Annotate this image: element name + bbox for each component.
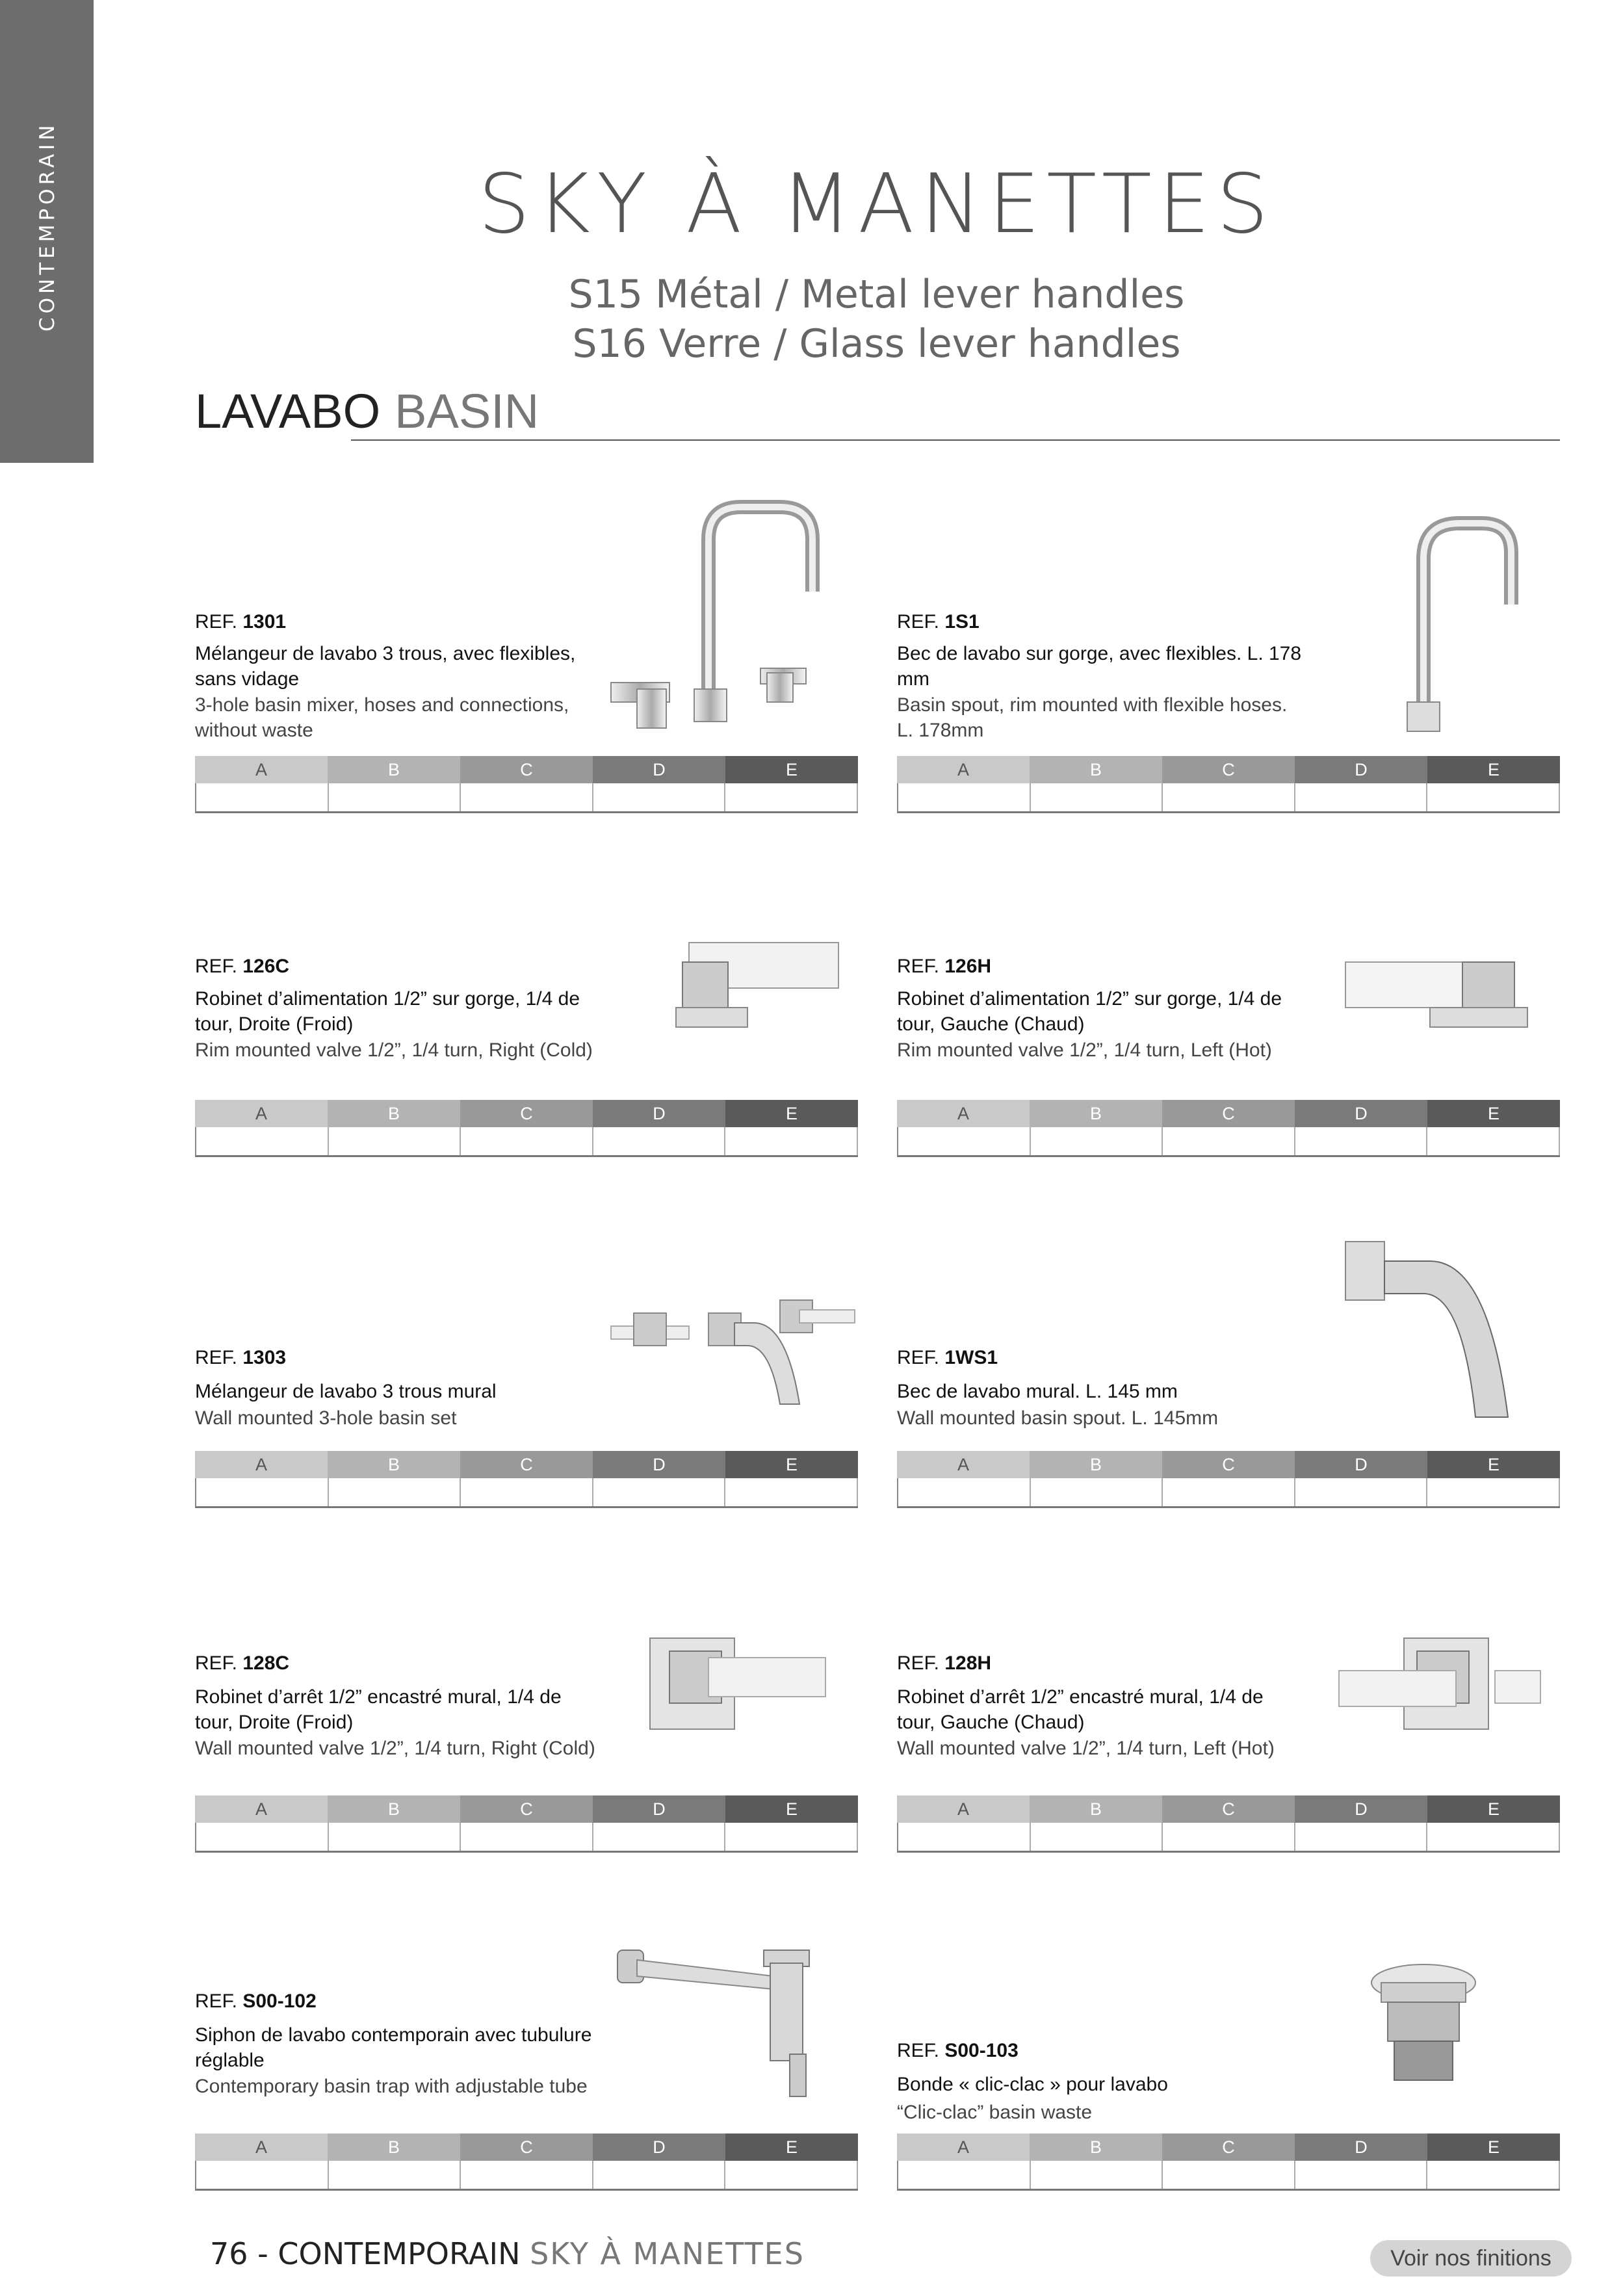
product-desc-fr: Mélangeur de lavabo 3 trous mural	[195, 1381, 497, 1402]
product-ref: REF. S00-103	[897, 2040, 1019, 2061]
finish-cell-a	[196, 2161, 329, 2189]
finish-col-c: C	[460, 1795, 593, 1823]
section-title-en: BASIN	[395, 384, 539, 438]
finish-col-b: B	[328, 1795, 460, 1823]
finish-table	[195, 1451, 858, 1508]
finish-col-b: B	[328, 2133, 460, 2161]
page-number: 76	[210, 2236, 248, 2271]
finish-cell-e	[1427, 783, 1560, 811]
finish-cell-c	[461, 2161, 593, 2189]
rim-valve-left-icon	[1339, 936, 1547, 1060]
finish-cell-a	[196, 1127, 329, 1155]
finish-cell-c	[461, 1127, 593, 1155]
product-card-126h	[897, 910, 1560, 1170]
finish-cell-a	[898, 783, 1031, 811]
finish-col-a: A	[897, 1795, 1030, 1823]
product-desc-en: Wall mounted 3-hole basin set	[195, 1407, 457, 1429]
finish-cell-c	[461, 1478, 593, 1506]
product-desc-en: “Clic-clac” basin waste	[897, 2102, 1093, 2123]
finish-cell-d	[593, 783, 726, 811]
finish-col-e: E	[1427, 1795, 1560, 1823]
finish-cell-d	[1295, 1478, 1428, 1506]
finish-col-b: B	[1030, 1451, 1162, 1478]
product-desc-en: 3-hole basin mixer, hoses and connections, without waste	[195, 694, 569, 741]
finish-cell-a	[196, 1823, 329, 1851]
section-title	[195, 384, 539, 439]
finish-cell-c	[1163, 783, 1295, 811]
product-desc-fr: Robinet d’arrêt 1/2” encastré mural, 1/4 de tour, Droite (Froid)	[195, 1686, 562, 1733]
finish-col-d: D	[593, 1100, 725, 1127]
finish-col-e: E	[725, 756, 858, 783]
product-ref: REF. 1WS1	[897, 1347, 998, 1368]
finish-cell-e	[725, 783, 858, 811]
finish-cell-d	[1295, 783, 1428, 811]
finish-cell-c	[1163, 1478, 1295, 1506]
finish-table	[897, 756, 1560, 813]
finish-cell-b	[329, 1127, 461, 1155]
finish-cell-a	[898, 2161, 1031, 2189]
finish-col-d: D	[1295, 2133, 1427, 2161]
finish-cell-b	[329, 2161, 461, 2189]
finish-cell-b	[1031, 1478, 1163, 1506]
finish-cell-b	[329, 1823, 461, 1851]
finish-col-c: C	[1162, 1451, 1295, 1478]
finish-table	[897, 1100, 1560, 1157]
product-desc-en: Rim mounted valve 1/2”, 1/4 turn, Right (Cold)	[195, 1039, 593, 1061]
finish-col-a: A	[195, 1100, 328, 1127]
wall-valve-right-icon	[643, 1625, 851, 1755]
basin-spout-icon	[1352, 507, 1547, 741]
finish-cell-d	[593, 2161, 726, 2189]
product-desc-fr: Bec de lavabo mural. L. 145 mm	[897, 1381, 1178, 1402]
finish-cell-e	[1427, 1823, 1560, 1851]
finish-cell-e	[725, 1823, 858, 1851]
view-finishes-button[interactable]: Voir nos finitions	[1370, 2240, 1572, 2276]
finish-col-b: B	[328, 1100, 460, 1127]
finish-col-e: E	[725, 1451, 858, 1478]
footer-separator: -	[257, 2236, 268, 2271]
finish-table	[195, 2133, 858, 2191]
finish-col-c: C	[460, 1451, 593, 1478]
product-desc-en: Contemporary basin trap with adjustable tube	[195, 2076, 588, 2097]
finish-col-e: E	[1427, 2133, 1560, 2161]
product-card-1ws1	[897, 1222, 1560, 1521]
finish-cell-e	[1427, 1127, 1560, 1155]
finish-col-c: C	[1162, 2133, 1295, 2161]
finish-col-c: C	[1162, 1100, 1295, 1127]
product-card-1303	[195, 1261, 858, 1521]
product-desc-fr: Robinet d’arrêt 1/2” encastré mural, 1/4 de tour, Gauche (Chaud)	[897, 1686, 1264, 1733]
finish-cell-a	[898, 1823, 1031, 1851]
product-desc-fr: Robinet d’alimentation 1/2” sur gorge, 1/4 de tour, Droite (Froid)	[195, 988, 580, 1035]
finish-cell-e	[725, 1127, 858, 1155]
product-card-128h	[897, 1612, 1560, 1872]
finish-cell-b	[329, 1478, 461, 1506]
product-desc-en: Wall mounted valve 1/2”, 1/4 turn, Right (Cold)	[195, 1738, 595, 1759]
rim-valve-right-icon	[650, 930, 845, 1060]
product-desc-fr: Bonde « clic-clac » pour lavabo	[897, 2074, 1168, 2095]
product-desc-en: Basin spout, rim mounted with flexible hoses. L. 178mm	[897, 694, 1288, 741]
product-desc-en: Wall mounted valve 1/2”, 1/4 turn, Left (Hot)	[897, 1738, 1275, 1759]
finish-cell-d	[1295, 2161, 1428, 2189]
finish-col-e: E	[1427, 756, 1560, 783]
finish-col-b: B	[328, 1451, 460, 1478]
basin-trap-icon	[604, 1931, 851, 2100]
wall-basin-set-icon	[604, 1274, 858, 1430]
finish-col-b: B	[1030, 756, 1162, 783]
finish-col-d: D	[1295, 756, 1427, 783]
finish-col-a: A	[195, 1795, 328, 1823]
finish-col-a: A	[897, 1451, 1030, 1478]
finish-col-a: A	[195, 2133, 328, 2161]
product-card-126c	[195, 910, 858, 1170]
product-card-128c	[195, 1612, 858, 1872]
finish-col-d: D	[1295, 1100, 1427, 1127]
finish-col-a: A	[897, 2133, 1030, 2161]
wall-spout-icon	[1339, 1222, 1547, 1437]
product-ref: REF. 1S1	[897, 611, 980, 633]
finish-col-c: C	[1162, 756, 1295, 783]
finish-table	[897, 1795, 1560, 1853]
product-ref: REF. S00-102	[195, 1990, 317, 2012]
finish-cell-b	[1031, 1127, 1163, 1155]
finish-cell-b	[1031, 1823, 1163, 1851]
finish-col-b: B	[1030, 1100, 1162, 1127]
clic-clac-waste-icon	[1358, 1957, 1488, 2100]
finish-cell-c	[461, 1823, 593, 1851]
finish-col-e: E	[725, 1100, 858, 1127]
finish-col-c: C	[460, 756, 593, 783]
finish-table	[195, 1795, 858, 1853]
finish-cell-a	[196, 1478, 329, 1506]
finish-cell-d	[1295, 1127, 1428, 1155]
finish-col-d: D	[593, 1451, 725, 1478]
finish-cell-e	[1427, 1478, 1560, 1506]
finish-cell-c	[1163, 1823, 1295, 1851]
product-ref: REF. 1303	[195, 1347, 287, 1368]
product-ref: REF. 1301	[195, 611, 287, 633]
product-desc-fr: Bec de lavabo sur gorge, avec flexibles. L. 178 mm	[897, 643, 1302, 690]
product-ref: REF. 126H	[897, 956, 992, 977]
footer-collection: SKY À MANETTES	[530, 2236, 805, 2271]
product-ref: REF. 128H	[897, 1652, 992, 1674]
product-desc-en: Wall mounted basin spout. L. 145mm	[897, 1407, 1219, 1429]
finish-col-a: A	[195, 1451, 328, 1478]
finish-col-b: B	[328, 756, 460, 783]
product-desc-fr: Mélangeur de lavabo 3 trous, avec flexibles, sans vidage	[195, 643, 576, 690]
finish-col-c: C	[1162, 1795, 1295, 1823]
finish-cell-d	[1295, 1823, 1428, 1851]
page-title: SKY À MANETTES	[478, 156, 1275, 252]
finish-table	[897, 2133, 1560, 2191]
finish-col-a: A	[897, 756, 1030, 783]
finish-cell-b	[1031, 783, 1163, 811]
finish-cell-e	[725, 1478, 858, 1506]
product-desc-fr: Siphon de lavabo contemporain avec tubulure réglable	[195, 2024, 592, 2071]
three-hole-basin-mixer-icon	[598, 494, 858, 741]
finish-col-b: B	[1030, 2133, 1162, 2161]
product-card-1301	[195, 494, 858, 819]
product-ref: REF. 126C	[195, 956, 290, 977]
finish-table	[195, 756, 858, 813]
finish-col-c: C	[460, 2133, 593, 2161]
finish-cell-d	[593, 1478, 726, 1506]
subtitle-metal: S15 Métal / Metal lever handles	[568, 272, 1185, 317]
finish-col-e: E	[1427, 1451, 1560, 1478]
finish-cell-e	[725, 2161, 858, 2189]
finish-cell-a	[898, 1127, 1031, 1155]
finish-col-d: D	[593, 1795, 725, 1823]
finish-cell-b	[1031, 2161, 1163, 2189]
finish-cell-c	[1163, 2161, 1295, 2189]
product-card-1s1	[897, 494, 1560, 819]
finish-cell-d	[593, 1127, 726, 1155]
finish-col-a: A	[195, 756, 328, 783]
finish-col-c: C	[460, 1100, 593, 1127]
finish-col-b: B	[1030, 1795, 1162, 1823]
product-card-s00-102	[195, 1924, 858, 2223]
section-title-fr: LAVABO	[195, 384, 381, 438]
page-footer	[210, 2236, 805, 2271]
finish-cell-d	[593, 1823, 726, 1851]
finish-col-d: D	[593, 756, 725, 783]
finish-cell-c	[461, 783, 593, 811]
section-divider	[351, 439, 1560, 441]
finish-table	[897, 1451, 1560, 1508]
product-card-s00-103	[897, 1924, 1560, 2223]
finish-col-e: E	[725, 2133, 858, 2161]
finish-cell-b	[329, 783, 461, 811]
product-desc-fr: Robinet d’alimentation 1/2” sur gorge, 1/4 de tour, Gauche (Chaud)	[897, 988, 1282, 1035]
product-desc-en: Rim mounted valve 1/2”, 1/4 turn, Left (Hot)	[897, 1039, 1272, 1061]
finish-table	[195, 1100, 858, 1157]
finish-col-a: A	[897, 1100, 1030, 1127]
footer-category: CONTEMPORAIN	[278, 2236, 521, 2271]
wall-valve-left-icon	[1332, 1625, 1547, 1755]
subtitle-glass: S16 Verre / Glass lever handles	[572, 321, 1181, 367]
finish-cell-a	[898, 1478, 1031, 1506]
finish-col-e: E	[725, 1795, 858, 1823]
finish-cell-a	[196, 783, 329, 811]
finish-cell-c	[1163, 1127, 1295, 1155]
finish-col-d: D	[1295, 1795, 1427, 1823]
finish-cell-e	[1427, 2161, 1560, 2189]
finish-col-e: E	[1427, 1100, 1560, 1127]
finish-col-d: D	[1295, 1451, 1427, 1478]
side-tab-label: CONTEMPORAIN	[36, 121, 59, 332]
finish-col-d: D	[593, 2133, 725, 2161]
product-ref: REF. 128C	[195, 1652, 290, 1674]
